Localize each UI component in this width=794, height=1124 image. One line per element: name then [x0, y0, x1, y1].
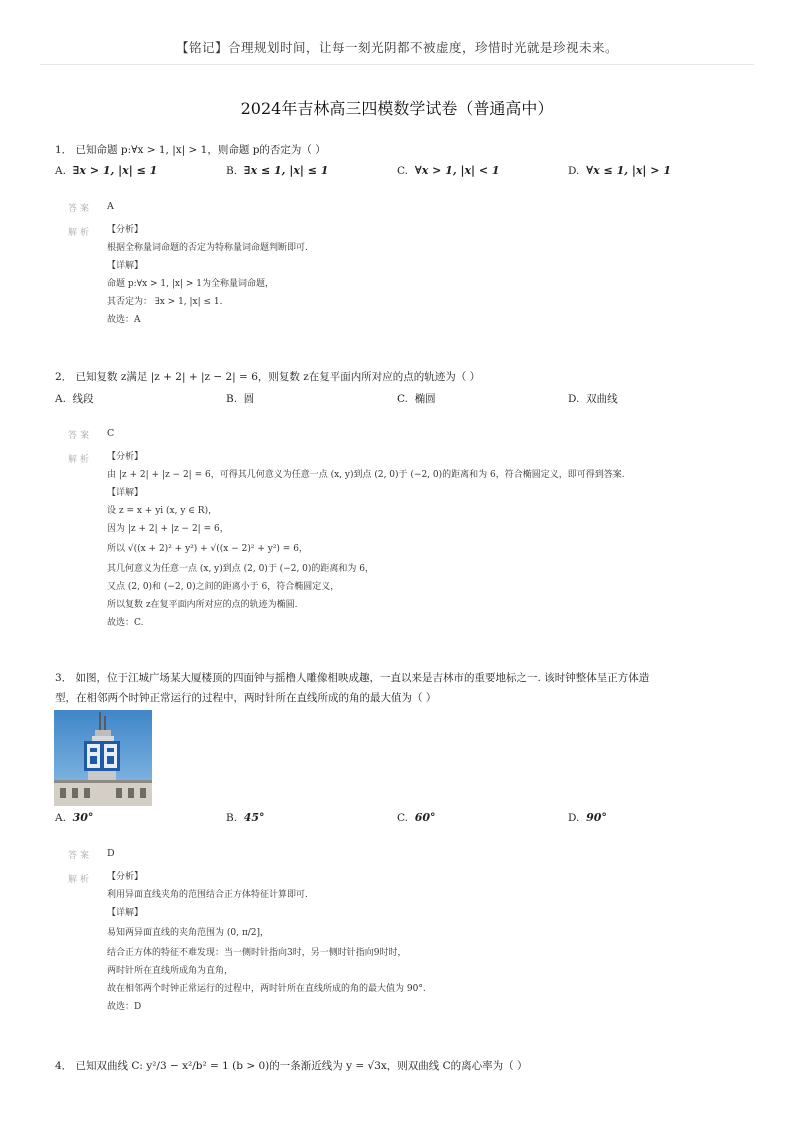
option-letter: A. [55, 393, 66, 405]
q2-analysis-label: 解析 [68, 455, 93, 465]
question-1-stem: 1． 已知命题 p:∀x > 1, |x| > 1，则命题 p的否定为（ ） [55, 144, 326, 156]
q3-option-b[interactable] [226, 811, 265, 824]
q1-answer-label: 答案 [68, 204, 93, 214]
solution-line: 命题 p:∀x > 1, |x| > 1为全称量词命题， [107, 279, 275, 289]
q2-option-a[interactable] [55, 391, 94, 406]
solution-line: 由 |z + 2| + |z − 2| = 6，可得其几何意义为任意一点 (x, y)到点 (2, 0)于 (−2, 0)的距离和为 6，符合椭圆定义，即可得到答案. [107, 470, 625, 480]
option-letter: D. [568, 165, 580, 177]
solution-line: 所以复数 z在复平面内所对应的点的轨迹为椭圆. [107, 600, 298, 610]
q3-answer-label: 答案 [68, 851, 93, 861]
option-text: ∃x > 1, |x| ≤ 1 [72, 164, 158, 177]
q1-analysis-label: 解析 [68, 228, 93, 238]
q2-option-c[interactable] [397, 391, 436, 406]
option-text: 60° [414, 811, 436, 824]
solution-line: 又点 (2, 0)和 (−2, 0)之间的距离小于 6，符合椭圆定义， [107, 582, 340, 592]
q2-answer-value: C [107, 428, 115, 439]
option-letter: A. [55, 812, 66, 824]
q1-option-c[interactable] [397, 164, 500, 177]
q3-answer-value: D [107, 848, 115, 859]
option-text: 圆 [243, 393, 255, 405]
q1-answer-value: A [107, 201, 114, 212]
header-divider [40, 64, 754, 65]
solution-line: 因为 |z + 2| + |z − 2| = 6， [107, 524, 229, 534]
option-text: 45° [243, 811, 265, 824]
q3-option-d[interactable] [568, 811, 607, 824]
option-text: 线段 [72, 393, 94, 405]
solution-line: 故在相邻两个时钟正常运行的过程中，两时针所在直线所成的角的最大值为 90°. [107, 984, 426, 994]
option-letter: B. [226, 165, 238, 177]
solution-line: 根据全称量词命题的否定为特称量词命题判断即可. [107, 243, 308, 253]
solution-line: 【分析】 [107, 452, 144, 462]
q2-solution [107, 448, 625, 632]
option-letter: A. [55, 165, 66, 177]
option-text: ∃x ≤ 1, |x| ≤ 1 [243, 164, 329, 177]
solution-line: 设 z = x + yi (x, y ∈ R)， [107, 506, 218, 516]
question-3-stem-line-1: 3． 如图，位于江城广场某大厦楼顶的四面钟与摇橹人雕像相映成趣，一直以来是吉林市的重要地标之一. 该时钟整体呈正方体造 [55, 672, 650, 684]
solution-line: 所以 √((x + 2)² + y²) + √((x − 2)² + y²) = 6， [107, 544, 308, 554]
q1-option-d[interactable] [568, 164, 671, 177]
question-3-stem-line-2: 型，在相邻两个时钟正常运行的过程中，两时针所在直线所成的角的最大值为（ ） [55, 692, 437, 704]
solution-line: 【详解】 [107, 261, 144, 271]
solution-line: 【详解】 [107, 908, 144, 918]
option-text: ∀x > 1, |x| < 1 [414, 164, 500, 177]
solution-line: 故选：C. [107, 618, 144, 628]
q3-solution [107, 868, 426, 1016]
solution-line: 故选：D [107, 1002, 142, 1012]
solution-line: 结合正方体的特征不难发现：当一侧时针指向3时，另一侧时针指向9时时， [107, 948, 407, 958]
q1-solution [107, 221, 308, 329]
solution-line: 利用异面直线夹角的范围结合正方体特征计算即可. [107, 890, 308, 900]
motto-banner: 【铭记】合理规划时间，让每一刻光阴都不被虚度，珍惜时光就是珍视未来。 [175, 40, 618, 55]
page-title: 2024年吉林高三四模数学试卷（普通高中） [240, 99, 554, 118]
solution-line: 其否定为： ∃x > 1, |x| ≤ 1. [107, 297, 223, 307]
question-2-stem: 2． 已知复数 z满足 |z + 2| + |z − 2| = 6，则复数 z在复平面内所对应的点的轨迹为（ ） [55, 371, 481, 383]
solution-line: 其几何意义为任意一点 (x, y)到点 (2, 0)于 (−2, 0)的距离和为 6， [107, 564, 375, 574]
solution-line: 易知两异面直线的夹角范围为 (0, π/2]， [107, 928, 270, 938]
option-letter: C. [397, 812, 408, 824]
q1-option-b[interactable] [226, 164, 328, 177]
option-text: 90° [586, 811, 607, 824]
question-4-stem: 4． 已知双曲线 C: y²/3 − x²/b² = 1 (b > 0)的一条渐近线为 y = √3x，则双曲线 C的离心率为（ ） [55, 1060, 528, 1072]
solution-line: 【详解】 [107, 488, 144, 498]
option-text: 30° [72, 811, 94, 824]
option-text: 椭圆 [414, 393, 436, 405]
solution-line: 故选：A [107, 315, 141, 325]
option-letter: C. [397, 393, 408, 405]
option-letter: B. [226, 812, 238, 824]
option-letter: B. [226, 393, 238, 405]
q2-option-b[interactable] [226, 391, 254, 406]
q3-analysis-label: 解析 [68, 875, 93, 885]
q3-option-a[interactable] [55, 811, 93, 824]
option-letter: C. [397, 165, 408, 177]
q3-option-c[interactable] [397, 811, 436, 824]
clock-tower-illustration [54, 710, 152, 806]
clock-tower-photo [54, 710, 152, 806]
solution-line: 两时针所在直线所成角为直角， [107, 966, 234, 976]
solution-line: 【分析】 [107, 225, 144, 235]
option-letter: D. [568, 393, 580, 405]
solution-line: 【分析】 [107, 872, 144, 882]
option-letter: D. [568, 812, 580, 824]
option-text: 双曲线 [586, 393, 618, 405]
option-text: ∀x ≤ 1, |x| > 1 [586, 164, 671, 177]
q2-answer-label: 答案 [68, 431, 93, 441]
q2-option-d[interactable] [568, 391, 618, 406]
q1-option-a[interactable] [55, 164, 157, 177]
